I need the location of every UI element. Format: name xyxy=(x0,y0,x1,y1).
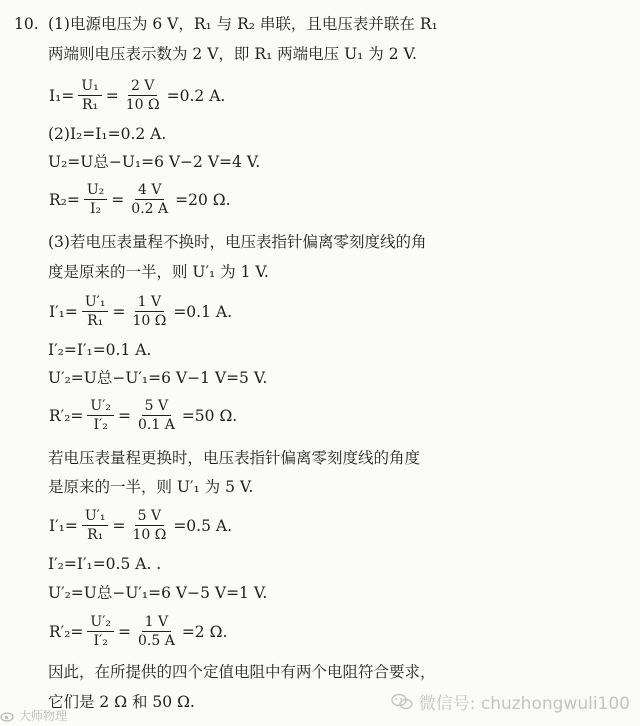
equation-r2 xyxy=(48,182,232,217)
fraction xyxy=(87,614,114,649)
fraction-numerator: 4 V xyxy=(135,182,164,200)
fraction xyxy=(135,614,178,649)
fraction-numerator: U₂ xyxy=(84,182,107,200)
watermark-text: 微信号: chuzhongwuli100 xyxy=(418,694,630,714)
fraction-denominator: 10 Ω xyxy=(132,313,167,329)
fraction-denominator: R₁ xyxy=(87,527,104,543)
fraction-numerator: U′₁ xyxy=(82,508,109,526)
fraction-numerator: 5 V xyxy=(135,508,164,526)
eq-equals: = xyxy=(117,622,131,641)
fraction-numerator: 1 V xyxy=(142,614,171,632)
equation-i1 xyxy=(48,78,226,113)
eq-lhs: R₂= xyxy=(49,190,80,209)
eq-equals: = xyxy=(105,86,119,105)
watermark xyxy=(391,689,630,714)
corner-mark xyxy=(0,707,67,724)
fraction-denominator: I′₂ xyxy=(93,417,108,433)
fraction-numerator: 2 V xyxy=(128,78,157,96)
eq-rhs: =0.2 A. xyxy=(166,86,226,105)
fraction xyxy=(82,294,109,329)
fraction-denominator: 0.2 A xyxy=(131,201,169,217)
fraction-denominator: R₁ xyxy=(81,97,99,113)
eq-lhs: I′₁= xyxy=(49,302,78,321)
text-line-1: (1)电源电压为 6 V，R₁ 与 R₂ 串联，且电压表并联在 R₁ xyxy=(48,15,438,33)
text-line-5: (3)若电压表量程不换时，电压表指针偏离零刻度线的角 xyxy=(48,233,427,251)
problem-number: 10. xyxy=(14,15,39,33)
text-line-11: I′₂=I′₁=0.5 A. . xyxy=(48,555,162,573)
eq-equals: = xyxy=(112,516,126,535)
text-line-10: 是原来的一半，则 U′₁ 为 5 V. xyxy=(48,478,254,496)
eq-rhs: =0.1 A. xyxy=(173,302,232,321)
fraction-denominator: 0.5 A xyxy=(137,633,175,649)
eq-lhs: I′₁= xyxy=(49,516,78,535)
text-line-9: 若电压表量程更换时，电压表指针偏离零刻度线的角度 xyxy=(48,449,421,467)
fraction-numerator: U′₂ xyxy=(87,614,114,632)
equation-i1-prime xyxy=(48,294,233,329)
eq-lhs: I₁= xyxy=(49,86,75,105)
equation-r2-prime-b xyxy=(48,614,228,649)
text-line-12: U′₂=U总−U′₁=6 V−5 V=1 V. xyxy=(48,584,268,602)
text-line-13: 因此，在所提供的四个定值电阻中有两个电阻符合要求， xyxy=(48,663,436,681)
text-line-4: U₂=U总−U₁=6 V−2 V=4 V. xyxy=(48,153,261,171)
weibo-icon xyxy=(0,710,16,722)
fraction-denominator: 10 Ω xyxy=(132,527,167,543)
fraction-numerator: U′₁ xyxy=(82,294,109,312)
eq-rhs: =50 Ω. xyxy=(181,406,238,425)
text-line-7: I′₂=I′₁=0.1 A. xyxy=(48,341,152,359)
text-line-2: 两端则电压表示数为 2 V，即 R₁ 两端电压 U₁ 为 2 V. xyxy=(48,45,417,63)
fraction xyxy=(135,398,178,433)
fraction-numerator: U₁ xyxy=(78,78,101,96)
equation-r2-prime xyxy=(48,398,238,433)
eq-equals: = xyxy=(112,302,126,321)
eq-rhs: =20 Ω. xyxy=(175,190,231,209)
fraction xyxy=(128,182,171,217)
eq-rhs: =2 Ω. xyxy=(181,622,228,641)
eq-lhs: R′₂= xyxy=(49,406,84,425)
fraction xyxy=(87,398,114,433)
fraction-denominator: 10 Ω xyxy=(125,97,160,113)
fraction xyxy=(82,508,109,543)
text-line-8: U′₂=U总−U′₁=6 V−1 V=5 V. xyxy=(48,369,268,387)
fraction xyxy=(78,78,101,113)
fraction-denominator: 0.1 A xyxy=(137,417,175,433)
fraction xyxy=(129,294,169,329)
eq-equals: = xyxy=(117,406,131,425)
wechat-icon xyxy=(391,693,413,711)
fraction-numerator: 1 V xyxy=(135,294,164,312)
corner-mark-text: 大师物理 xyxy=(19,709,68,723)
fraction xyxy=(129,508,169,543)
equation-i1-prime-b xyxy=(48,508,233,543)
fraction xyxy=(84,182,107,217)
fraction-numerator: U′₂ xyxy=(87,398,114,416)
eq-equals: = xyxy=(111,190,125,209)
fraction-numerator: 5 V xyxy=(142,398,171,416)
fraction-denominator: I₂ xyxy=(90,201,102,217)
eq-lhs: R′₂= xyxy=(49,622,84,641)
fraction-denominator: R₁ xyxy=(87,313,104,329)
text-line-6: 度是原来的一半，则 U′₁ 为 1 V. xyxy=(48,263,269,281)
text-line-3: (2)I₂=I₁=0.2 A. xyxy=(48,125,167,143)
text-line-14: 它们是 2 Ω 和 50 Ω. xyxy=(48,693,195,711)
fraction xyxy=(123,78,163,113)
eq-rhs: =0.5 A. xyxy=(173,516,232,535)
fraction-denominator: I′₂ xyxy=(93,633,108,649)
